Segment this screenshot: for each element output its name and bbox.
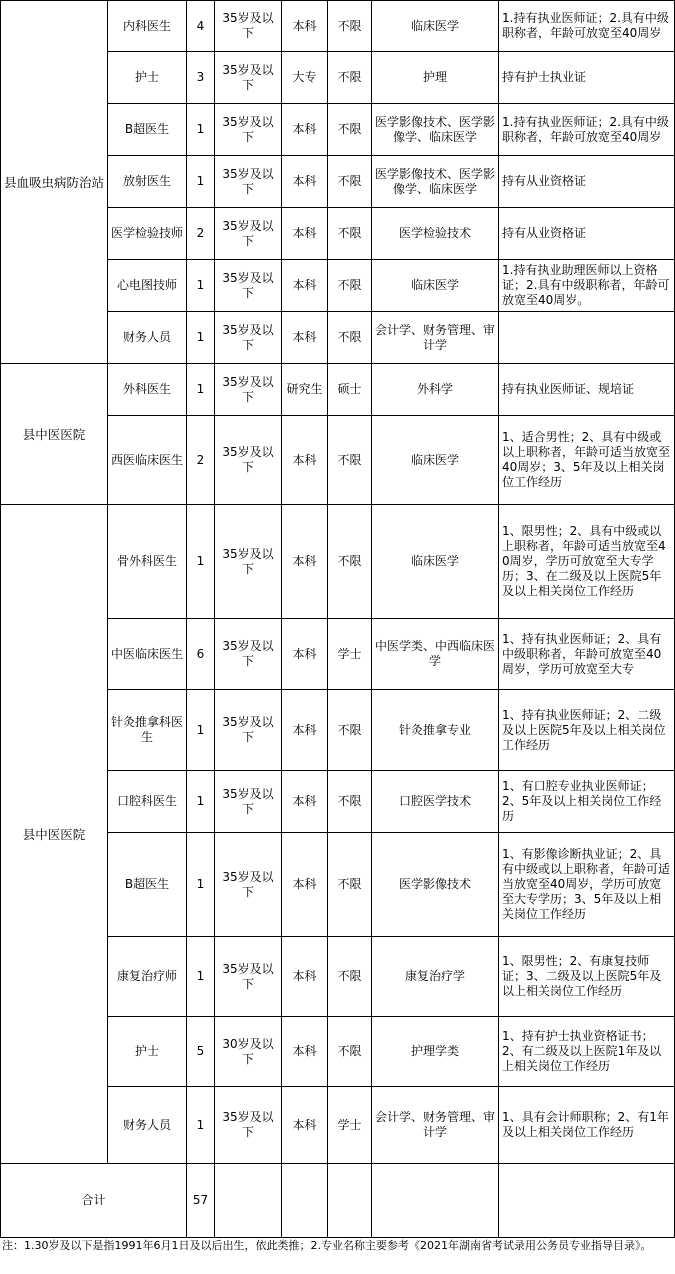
degree-cell: 不限 xyxy=(328,771,372,833)
count-cell: 1 xyxy=(187,364,215,416)
requirement-cell: 持有从业资格证 xyxy=(499,208,675,260)
degree-cell: 学士 xyxy=(328,619,372,690)
post-cell: 心电图技师 xyxy=(108,260,187,312)
major-cell: 医学检验技术 xyxy=(372,208,499,260)
degree-cell: 不限 xyxy=(328,260,372,312)
requirement-cell: 1、适合男性；2、具有中级或以上职称者，年龄可适当放宽至40周岁；3、5年及以上相关岗位工作经历 xyxy=(499,416,675,505)
age-cell: 35岁及以下 xyxy=(215,505,282,619)
age-cell: 35岁及以下 xyxy=(215,260,282,312)
table-row xyxy=(1,364,675,416)
age-cell: 35岁及以下 xyxy=(215,104,282,156)
degree-cell: 不限 xyxy=(328,208,372,260)
degree-cell: 不限 xyxy=(328,1,372,52)
education-cell: 本科 xyxy=(282,156,328,208)
education-cell: 大专 xyxy=(282,52,328,104)
post-cell: 护士 xyxy=(108,52,187,104)
education-cell: 本科 xyxy=(282,833,328,937)
total-count: 57 xyxy=(187,1164,215,1238)
age-cell: 35岁及以下 xyxy=(215,416,282,505)
age-cell: 35岁及以下 xyxy=(215,690,282,771)
count-cell: 1 xyxy=(187,833,215,937)
empty-cell xyxy=(215,1164,282,1238)
requirement-cell: 1、限男性；2、具有中级或以上职称者，年龄可适当放宽至40周岁，学历可放宽至大专学历；3、在二级及以上医院5年及以上相关岗位工作经历 xyxy=(499,505,675,619)
post-cell: 内科医生 xyxy=(108,1,187,52)
requirement-cell: 持有执业医师证、规培证 xyxy=(499,364,675,416)
count-cell: 1 xyxy=(187,156,215,208)
degree-cell: 不限 xyxy=(328,312,372,364)
major-cell: 外科学 xyxy=(372,364,499,416)
requirement-cell xyxy=(499,312,675,364)
requirement-cell: 1、有口腔专业执业医师证；2、5年及以上相关岗位工作经历 xyxy=(499,771,675,833)
education-cell: 本科 xyxy=(282,1087,328,1164)
requirement-cell: 1、持有执业医师证；2、具有中级职称者，年龄可放宽至40周岁，学历可放宽至大专 xyxy=(499,619,675,690)
major-cell: 康复治疗学 xyxy=(372,937,499,1017)
age-cell: 35岁及以下 xyxy=(215,312,282,364)
post-cell: 中医临床医生 xyxy=(108,619,187,690)
requirement-cell: 1、持有执业医师证；2、二级及以上医院5年及以上相关岗位工作经历 xyxy=(499,690,675,771)
post-cell: 西医临床医生 xyxy=(108,416,187,505)
requirement-cell: 1、有影像诊断执业证；2、具有中级或以上职称者，年龄可适当放宽至40周岁，学历可放宽至大专学历；3、5年及以上相关岗位工作经历 xyxy=(499,833,675,937)
degree-cell: 不限 xyxy=(328,156,372,208)
degree-cell: 不限 xyxy=(328,937,372,1017)
major-cell: 临床医学 xyxy=(372,505,499,619)
age-cell: 35岁及以下 xyxy=(215,156,282,208)
education-cell: 本科 xyxy=(282,619,328,690)
age-cell: 35岁及以下 xyxy=(215,364,282,416)
count-cell: 2 xyxy=(187,416,215,505)
degree-cell: 硕士 xyxy=(328,364,372,416)
empty-cell xyxy=(499,1164,675,1238)
age-cell: 35岁及以下 xyxy=(215,937,282,1017)
education-cell: 本科 xyxy=(282,505,328,619)
unit-cell: 县血吸虫病防治站 xyxy=(1,1,108,364)
empty-cell xyxy=(372,1164,499,1238)
post-cell: 医学检验技师 xyxy=(108,208,187,260)
count-cell: 3 xyxy=(187,52,215,104)
major-cell: 中医学类、中西临床医学 xyxy=(372,619,499,690)
unit-cell: 县中医医院 xyxy=(1,505,108,1164)
table-row xyxy=(1,1,675,52)
count-cell: 5 xyxy=(187,1017,215,1087)
degree-cell: 不限 xyxy=(328,104,372,156)
requirement-cell: 持有护士执业证 xyxy=(499,52,675,104)
count-cell: 1 xyxy=(187,937,215,1017)
major-cell: 临床医学 xyxy=(372,260,499,312)
major-cell: 会计学、财务管理、审计学 xyxy=(372,1087,499,1164)
age-cell: 35岁及以下 xyxy=(215,833,282,937)
count-cell: 1 xyxy=(187,505,215,619)
education-cell: 本科 xyxy=(282,416,328,505)
age-cell: 35岁及以下 xyxy=(215,619,282,690)
empty-cell xyxy=(282,1164,328,1238)
count-cell: 4 xyxy=(187,1,215,52)
education-cell: 本科 xyxy=(282,690,328,771)
requirement-cell: 1.持有执业医师证；2.具有中级职称者，年龄可放宽至40周岁 xyxy=(499,1,675,52)
major-cell: 医学影像技术、医学影像学、临床医学 xyxy=(372,104,499,156)
post-cell: 护士 xyxy=(108,1017,187,1087)
major-cell: 会计学、财务管理、审计学 xyxy=(372,312,499,364)
post-cell: B超医生 xyxy=(108,833,187,937)
requirement-cell: 1、具有会计师职称；2、有1年及以上相关岗位工作经历 xyxy=(499,1087,675,1164)
empty-cell xyxy=(328,1164,372,1238)
post-cell: B超医生 xyxy=(108,104,187,156)
degree-cell: 不限 xyxy=(328,416,372,505)
age-cell: 30岁及以下 xyxy=(215,1017,282,1087)
major-cell: 医学影像技术、医学影像学、临床医学 xyxy=(372,156,499,208)
count-cell: 1 xyxy=(187,1087,215,1164)
count-cell: 1 xyxy=(187,690,215,771)
education-cell: 本科 xyxy=(282,312,328,364)
degree-cell: 不限 xyxy=(328,690,372,771)
major-cell: 针灸推拿专业 xyxy=(372,690,499,771)
unit-cell: 县中医医院 xyxy=(1,364,108,505)
education-cell: 本科 xyxy=(282,1017,328,1087)
count-cell: 1 xyxy=(187,104,215,156)
major-cell: 护理 xyxy=(372,52,499,104)
major-cell: 临床医学 xyxy=(372,416,499,505)
major-cell: 口腔医学技术 xyxy=(372,771,499,833)
age-cell: 35岁及以下 xyxy=(215,1,282,52)
post-cell: 口腔科医生 xyxy=(108,771,187,833)
count-cell: 6 xyxy=(187,619,215,690)
requirement-cell: 持有从业资格证 xyxy=(499,156,675,208)
degree-cell: 不限 xyxy=(328,52,372,104)
post-cell: 放射医生 xyxy=(108,156,187,208)
post-cell: 骨外科医生 xyxy=(108,505,187,619)
degree-cell: 不限 xyxy=(328,505,372,619)
education-cell: 本科 xyxy=(282,771,328,833)
degree-cell: 不限 xyxy=(328,1017,372,1087)
education-cell: 本科 xyxy=(282,260,328,312)
age-cell: 35岁及以下 xyxy=(215,208,282,260)
major-cell: 护理学类 xyxy=(372,1017,499,1087)
major-cell: 临床医学 xyxy=(372,1,499,52)
total-label: 合计 xyxy=(1,1164,187,1238)
education-cell: 研究生 xyxy=(282,364,328,416)
post-cell: 外科医生 xyxy=(108,364,187,416)
count-cell: 1 xyxy=(187,260,215,312)
degree-cell: 学士 xyxy=(328,1087,372,1164)
degree-cell: 不限 xyxy=(328,833,372,937)
count-cell: 2 xyxy=(187,208,215,260)
requirement-cell: 1.持有执业助理医师以上资格证；2.具有中级职称者，年龄可放宽至40周岁。 xyxy=(499,260,675,312)
age-cell: 35岁及以下 xyxy=(215,1087,282,1164)
major-cell: 医学影像技术 xyxy=(372,833,499,937)
age-cell: 35岁及以下 xyxy=(215,771,282,833)
requirement-cell: 1、限男性；2、有康复技师证；3、二级及以上医院5年及以上相关岗位工作经历 xyxy=(499,937,675,1017)
post-cell: 康复治疗师 xyxy=(108,937,187,1017)
requirement-cell: 1、持有护士执业资格证书；2、有二级及以上医院1年及以上相关岗位工作经历 xyxy=(499,1017,675,1087)
post-cell: 财务人员 xyxy=(108,1087,187,1164)
age-cell: 35岁及以下 xyxy=(215,52,282,104)
footnote: 注：1.30岁及以下是指1991年6月1日及以后出生，依此类推；2.专业名称主要参考《2021年湖南省考试录用公务员专业指导目录》。 xyxy=(2,1239,652,1252)
post-cell: 财务人员 xyxy=(108,312,187,364)
post-cell: 针灸推拿科医生 xyxy=(108,690,187,771)
count-cell: 1 xyxy=(187,312,215,364)
education-cell: 本科 xyxy=(282,1,328,52)
table-row xyxy=(1,505,675,619)
total-row xyxy=(1,1164,675,1238)
education-cell: 本科 xyxy=(282,208,328,260)
education-cell: 本科 xyxy=(282,104,328,156)
requirement-cell: 1.持有执业医师证；2.具有中级职称者，年龄可放宽至40周岁 xyxy=(499,104,675,156)
education-cell: 本科 xyxy=(282,937,328,1017)
count-cell: 1 xyxy=(187,771,215,833)
